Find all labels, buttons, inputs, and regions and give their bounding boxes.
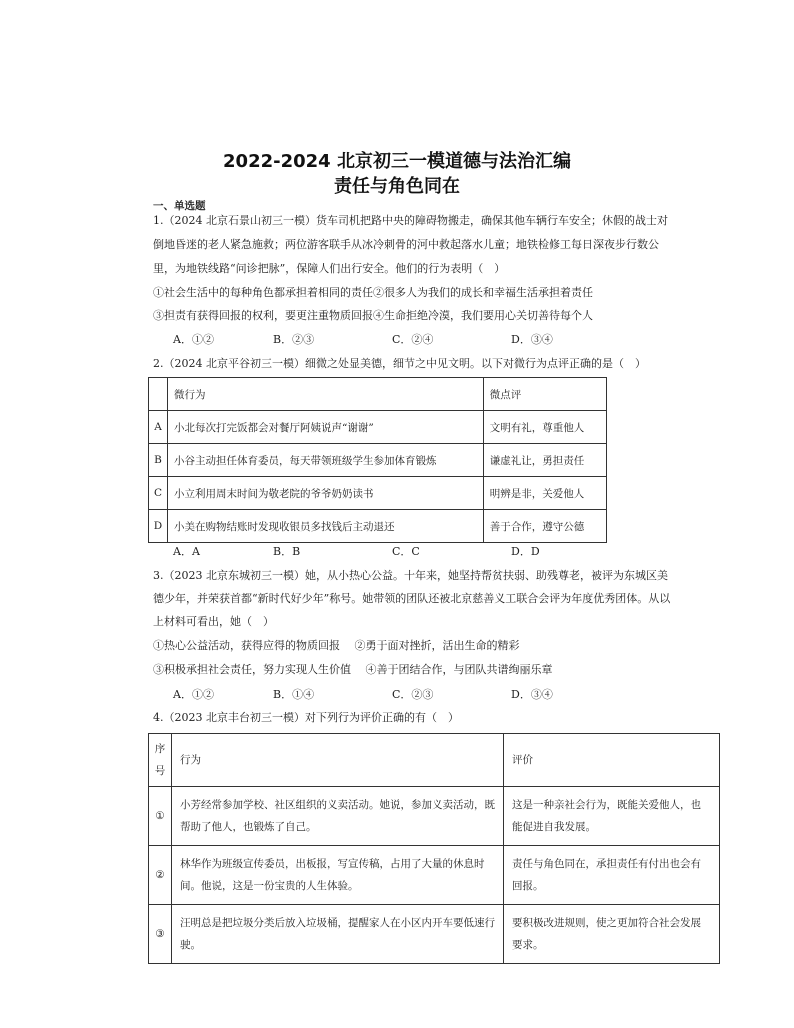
row-key: B: [149, 444, 168, 477]
table-row: [149, 905, 720, 964]
q3-option-d: D．③④: [511, 688, 553, 701]
q3-option-b: B．①④: [273, 688, 315, 701]
table-header-cell: 评价: [504, 734, 720, 787]
table-row: [149, 444, 607, 477]
table-row: [149, 477, 607, 510]
q3-stem-line-1: 3.（2023 北京东城初三一模）她，从小热心公益。十年来，她坚持帮贫扶弱、助残尊老，被评为东城区美: [153, 569, 668, 582]
q2-option-a: A．A: [173, 545, 200, 558]
row-behavior: 汪明总是把垃圾分类后放入垃圾桶，提醒家人在小区内开车要低速行驶。: [172, 905, 504, 964]
table-row: [149, 510, 607, 543]
table-header-cell: 微点评: [483, 378, 606, 411]
row-key: C: [149, 477, 168, 510]
q3-option-a: A．①②: [173, 688, 214, 701]
row-behavior: 小谷主动担任体育委员，每天带领班级学生参加体育锻炼: [168, 444, 484, 477]
q1-statement-1: ①社会生活中的每种角色都承担着相同的责任②很多人为我们的成长和幸福生活承担着责任: [153, 286, 593, 299]
q1-option-c: C．②④: [392, 333, 434, 346]
row-comment: 这是一种亲社会行为，既能关爱他人，也能促进自我发展。: [504, 787, 720, 846]
row-behavior: 小北每次打完饭都会对餐厅阿姨说声“谢谢”: [168, 411, 484, 444]
row-comment: 谦虚礼让，勇担责任: [483, 444, 606, 477]
row-key: ③: [149, 905, 172, 964]
q1-stem-line-2: 倒地昏迷的老人紧急施救；两位游客联手从冰冷刺骨的河中救起落水儿童；地铁检修工每日深夜步行数公: [153, 238, 659, 251]
table-cell: [149, 378, 168, 411]
q4-stem: 4.（2023 北京丰台初三一模）对下列行为评价正确的有（ ）: [153, 711, 459, 724]
q4-table: [148, 733, 720, 964]
q2-option-b: B．B: [273, 545, 301, 558]
row-key: D: [149, 510, 168, 543]
table-row: [149, 846, 720, 905]
section-heading: 一、单选题: [153, 200, 206, 212]
table-header-row: [149, 734, 720, 787]
row-key: ①: [149, 787, 172, 846]
row-comment: 善于合作，遵守公德: [483, 510, 606, 543]
table-header-cell: 序号: [149, 734, 172, 787]
document-subtitle: 责任与角色同在: [334, 176, 460, 197]
q3-option-c: C．②③: [392, 688, 434, 701]
q3-stem-line-3: 上材料可看出，她（ ）: [153, 615, 274, 628]
row-comment: 文明有礼，尊重他人: [483, 411, 606, 444]
row-comment: 责任与角色同在，承担责任有付出也会有回报。: [504, 846, 720, 905]
q2-option-d: D．D: [511, 545, 540, 558]
q2-table: [148, 377, 607, 543]
row-behavior: 小美在购物结账时发现收银员多找钱后主动退还: [168, 510, 484, 543]
table-header-cell: 行为: [172, 734, 504, 787]
q1-statement-2: ③担责有获得回报的权利，要更注重物质回报④生命拒绝冷漠，我们要用心关切善待每个人: [153, 309, 593, 322]
q1-option-b: B．②③: [273, 333, 315, 346]
table-header-cell: 微行为: [168, 378, 484, 411]
q3-stem-line-2: 德少年，并荣获首都“新时代好少年”称号。她带领的团队还被北京慈善义工联合会评为年度优秀团体。从以: [153, 592, 671, 605]
q1-stem-line-1: 1.（2024 北京石景山初三一模）货车司机把路中央的障碍物搬走，确保其他车辆行车安全；休假的战士对: [153, 214, 668, 227]
row-behavior: 林华作为班级宣传委员，出板报，写宣传稿，占用了大量的休息时间。他说，这是一份宝贵的人生体验。: [172, 846, 504, 905]
q3-statement-1: ①热心公益活动，获得应得的物质回报 ②勇于面对挫折，活出生命的精彩: [153, 639, 520, 652]
row-comment: 要积极改进规则，使之更加符合社会发展要求。: [504, 905, 720, 964]
q2-option-c: C．C: [392, 545, 420, 558]
table-header-row: [149, 378, 607, 411]
q1-option-a: A．①②: [173, 333, 214, 346]
document-title: 2022-2024 北京初三一模道德与法治汇编: [223, 151, 571, 172]
q2-stem: 2.（2024 北京平谷初三一模）细微之处显美德，细节之中见文明。以下对微行为点评正确的是（ ）: [153, 357, 646, 370]
row-key: A: [149, 411, 168, 444]
table-row: [149, 411, 607, 444]
q3-statement-2: ③积极承担社会责任，努力实现人生价值 ④善于团结合作，与团队共谱绚丽乐章: [153, 663, 553, 676]
row-key: ②: [149, 846, 172, 905]
row-comment: 明辨是非，关爱他人: [483, 477, 606, 510]
table-row: [149, 787, 720, 846]
q1-option-d: D．③④: [511, 333, 553, 346]
row-behavior: 小芳经常参加学校、社区组织的义卖活动。她说，参加义卖活动，既帮助了他人，也锻炼了自己。: [172, 787, 504, 846]
row-behavior: 小立利用周末时间为敬老院的爷爷奶奶读书: [168, 477, 484, 510]
q1-stem-line-3: 里，为地铁线路“问诊把脉”，保障人们出行安全。他们的行为表明（ ）: [153, 262, 506, 275]
